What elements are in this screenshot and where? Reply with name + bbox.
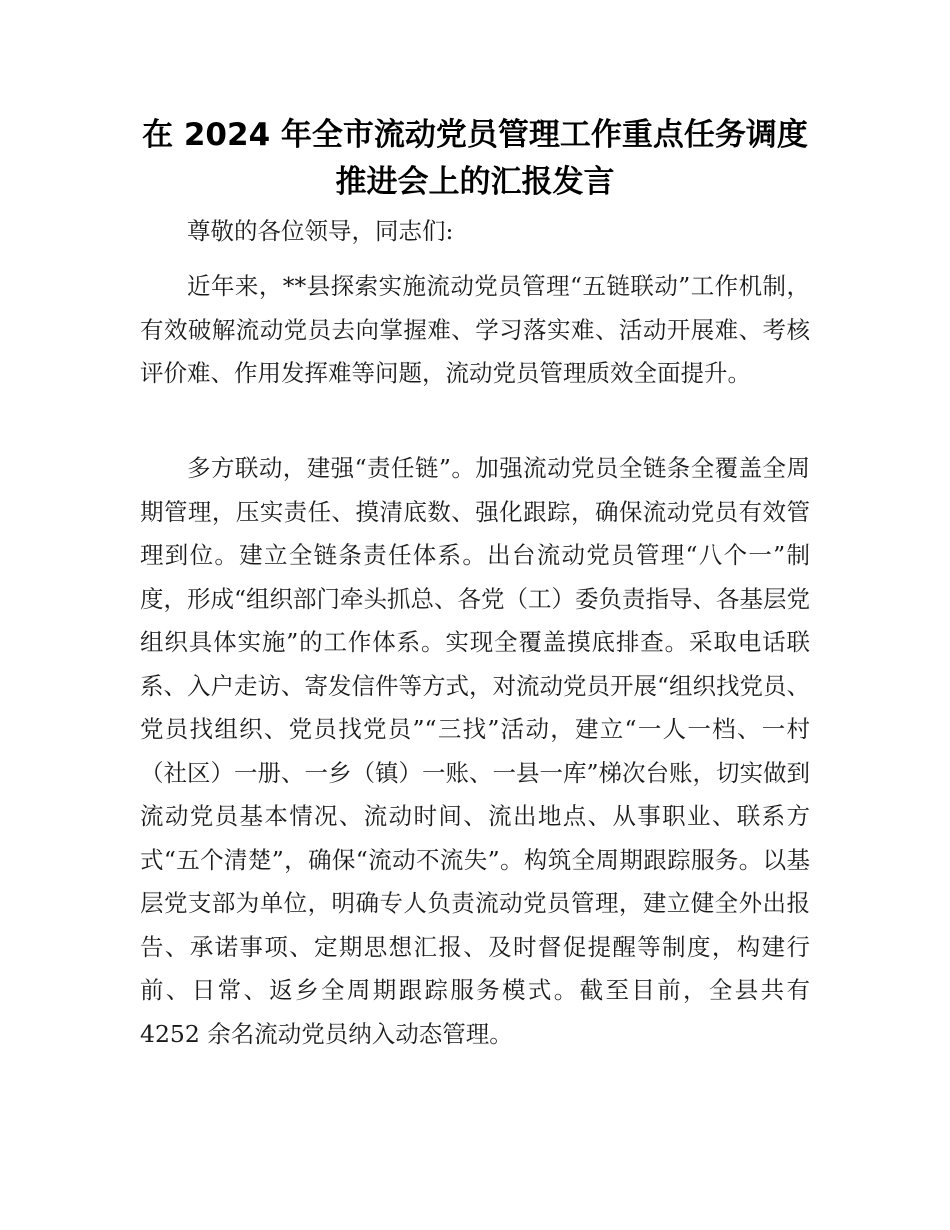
document-title-line-2: 推进会上的汇报发言 <box>335 164 615 200</box>
document-title-line-1: 在 2024 年全市流动党员管理工作重点任务调度 <box>142 117 808 153</box>
paragraph-responsibility-chain: 多方联动，建强“责任链”。加强流动党员全链条全覆盖全周期管理，压实责任、摸清底数、强化跟踪，确保流动党员有效管理到位。建立全链条责任体系。出台流动党员管理“八个一”制度，形成“组织部门牵头抓总、各党（工）委负责指导、各基层党组织具体实施”的工作体系。实现全覆盖摸底排查。采取电话联系、入户走访、寄发信件等方式，对流动党员开展“组织找党员、党员找组织、党员找党员”“三找”活动，建立“一人一档、一村（社区）一册、一乡（镇）一账、一县一库”梯次台账，切实做到流动党员基本情况、流动时间、流出地点、从事职业、联系方式“五个清楚”，确保“流动不流失”。构筑全周期跟踪服务。以基层党支部为单位，明确专人负责流动党员管理，建立健全外出报告、承诺事项、定期思想汇报、及时督促提醒等制度，构建行前、日常、返乡全周期跟踪服务模式。截至目前，全县共有 4252 余名流动党员纳入动态管理。 <box>140 454 811 1048</box>
paragraph-intro: 近年来，**县探索实施流动党员管理“五链联动”工作机制，有效破解流动党员去向掌握难、学习落实难、活动开展难、考核评价难、作用发挥难等问题，流动党员管理质效全面提升。 <box>140 272 810 387</box>
salutation: 尊敬的各位领导，同志们: <box>187 217 454 245</box>
